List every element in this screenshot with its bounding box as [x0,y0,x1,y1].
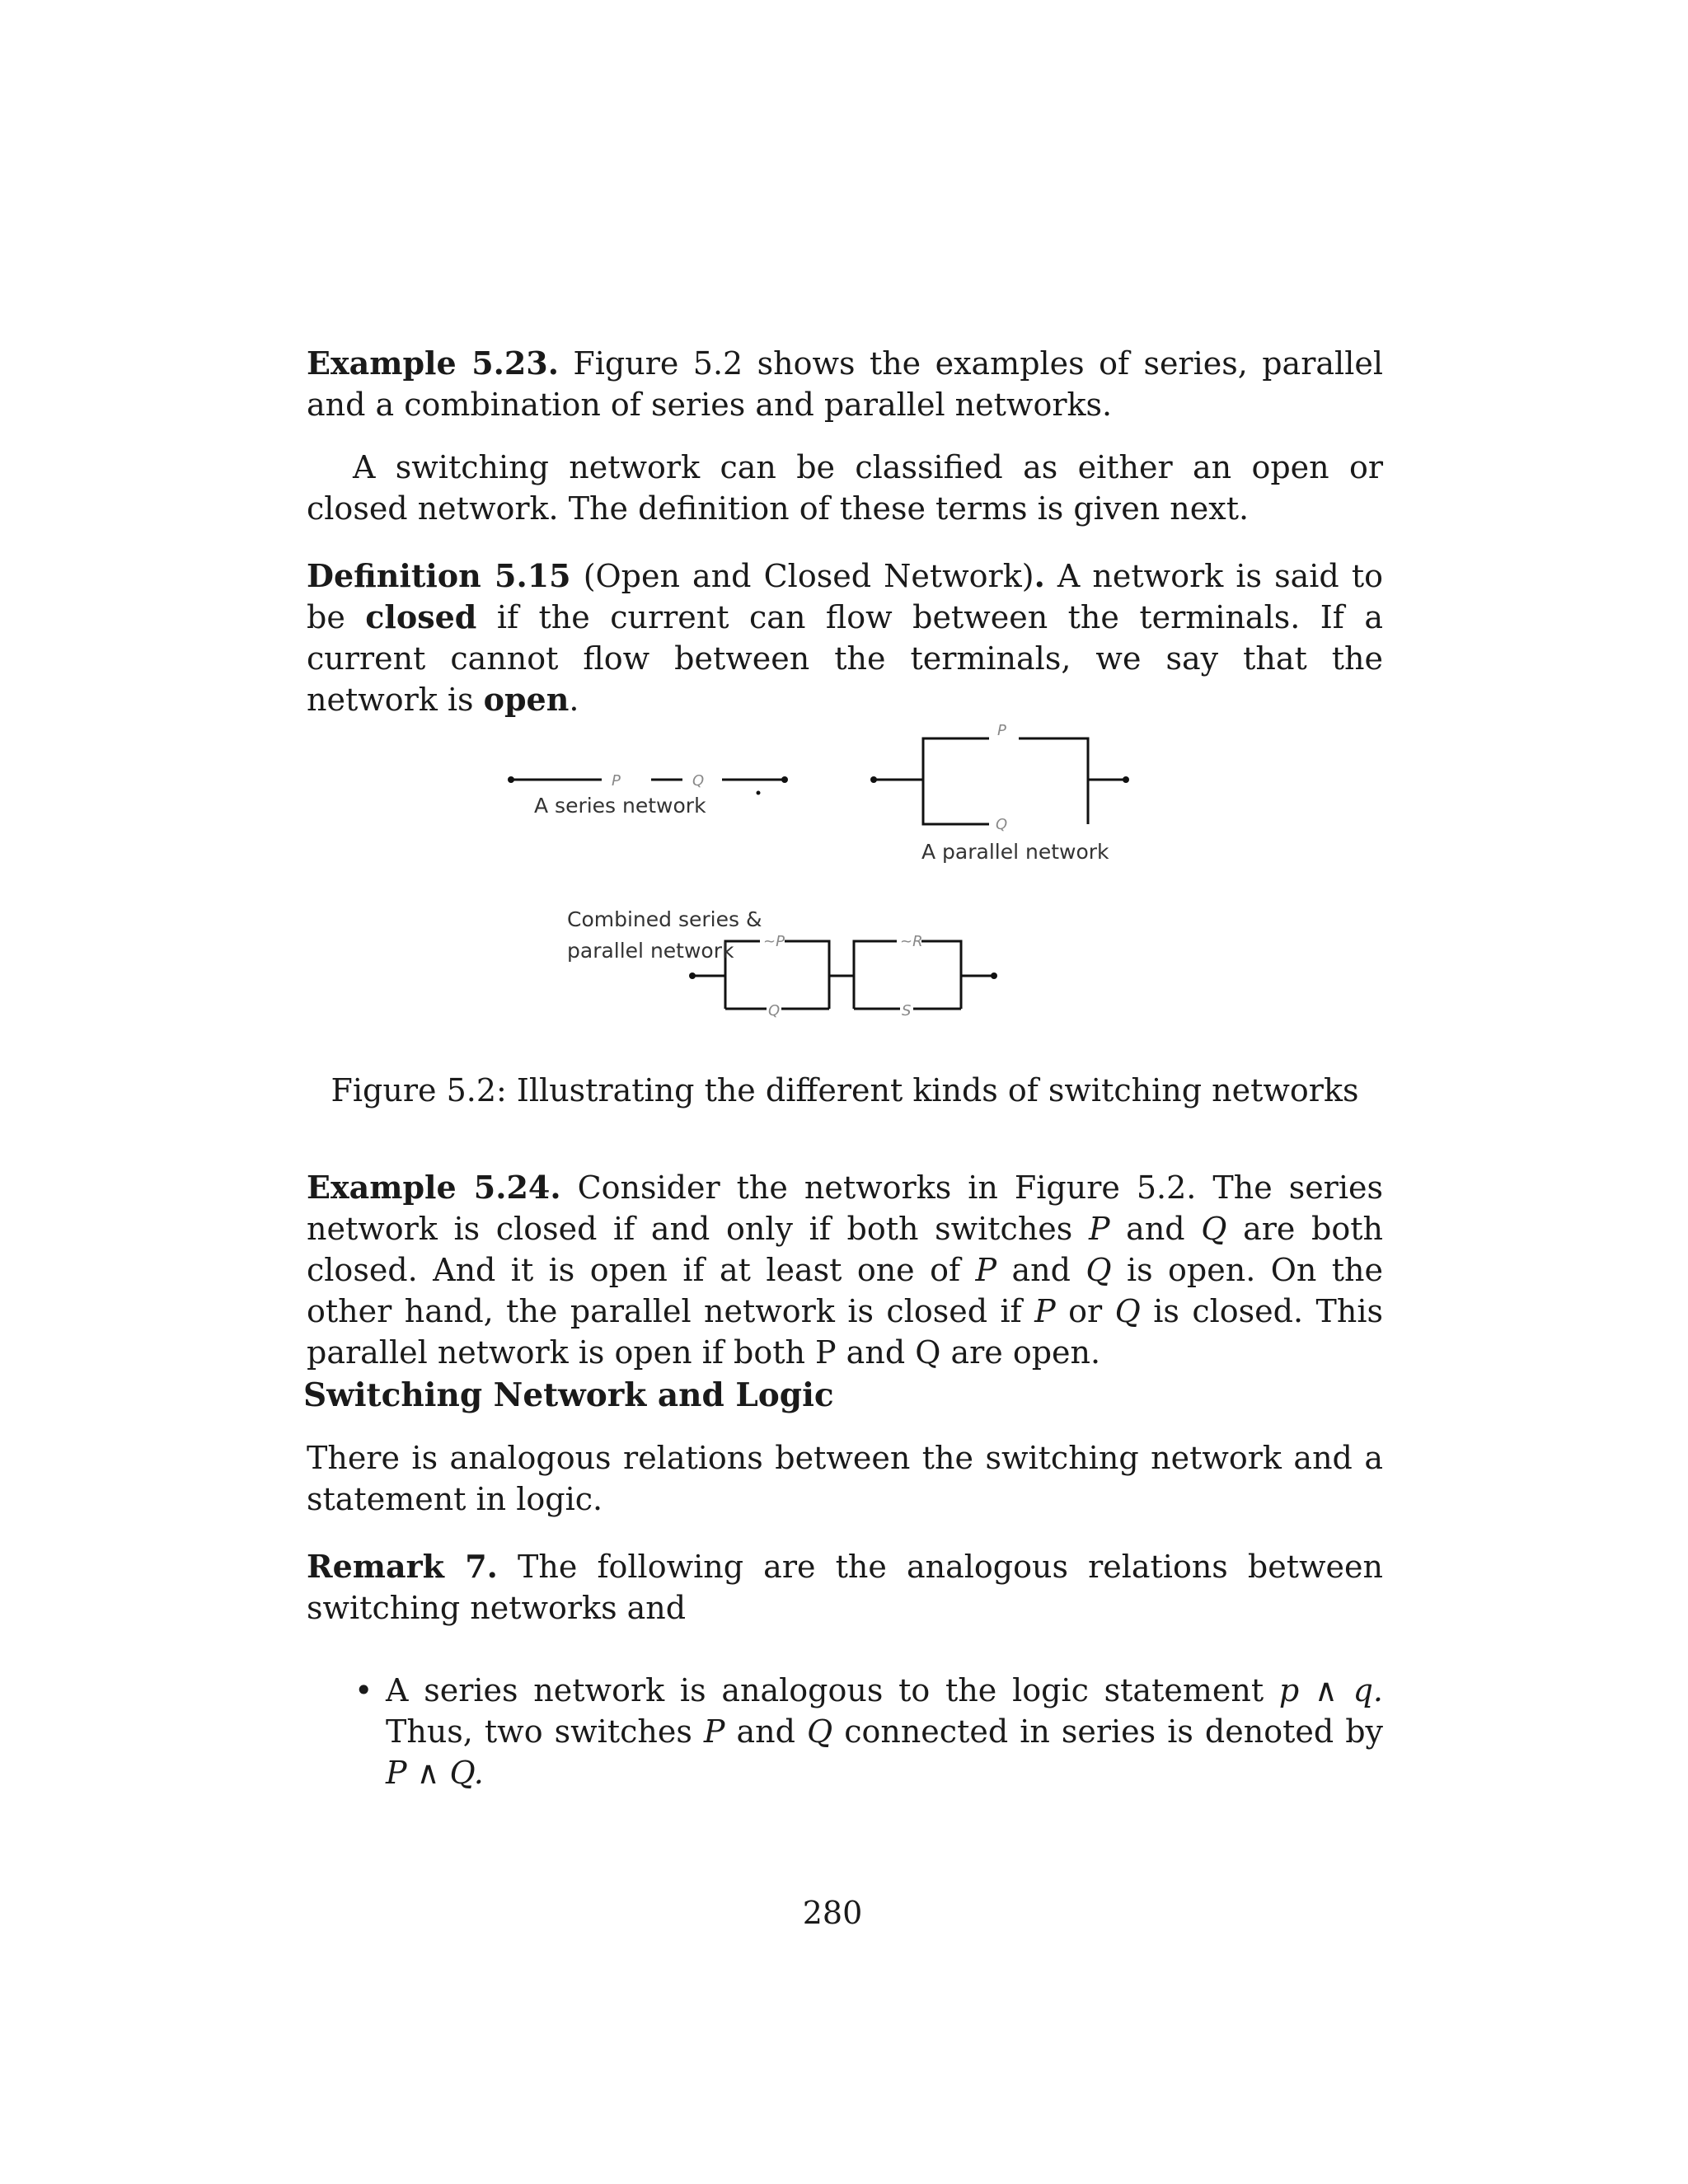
var-q: Q [1201,1211,1227,1247]
definition-text-1: A network is said to be [307,558,1383,635]
bullet-text-3: and [724,1713,807,1750]
bullet-dot: • [354,1672,373,1708]
parallel-switch-q: Q [996,816,1008,833]
switching-networks-figure [495,717,1170,1030]
var-q: Q [1114,1293,1141,1329]
definition-5-15-paragraph [307,555,1383,720]
parallel-terminal-left [870,776,877,783]
series-terminal-right [781,776,788,783]
combined-terminal-left [689,972,696,979]
definition-period: . [1034,557,1045,594]
bullet-text-2: Thus, two switches [386,1713,704,1750]
example-5-24-label: Example 5.24. [307,1169,561,1206]
parallel-top-branch-right [1019,738,1088,824]
intro-paragraph: A switching network can be classified as either an open or closed network. The definition of these terms is given next. [307,449,1383,527]
combined-network-label-line2: parallel network [567,939,734,963]
definition-label: Definition 5.15 [307,557,571,594]
definition-text-2: if the current can flow between the terminals. If a current cannot flow between the terminals, we say that the network is [307,599,1383,718]
var-p: P [1034,1293,1056,1329]
series-switch-p: P [612,772,621,790]
definition-title: (Open and Closed Network) [570,558,1034,594]
var-q: Q [807,1713,833,1750]
var-p: P [703,1713,725,1750]
example-5-24-paragraph [307,1167,1383,1373]
remark-7-text: The following are the analogous relations between switching networks and [307,1549,1383,1626]
closed-term: closed [365,598,477,635]
bullet-text-4: connected in series is denoted by [832,1713,1383,1750]
var-q: Q [1085,1252,1112,1288]
logic-expression-PQ: P ∧ Q. [386,1755,484,1791]
example-5-23-label: Example 5.23. [307,344,559,382]
definition-text-3: . [569,682,579,718]
combined-network-label-line1: Combined series & [567,907,762,931]
parallel-bottom-branch [923,821,989,824]
bullet-item [307,1670,1383,1793]
page-number: 280 [802,1895,863,1931]
parallel-network-label: A parallel network [921,840,1109,864]
combined-terminal-right [991,972,997,979]
example-5-24-text-6: or [1055,1293,1115,1329]
stray-dot [757,791,761,795]
example-5-23-paragraph [307,343,1383,425]
open-term: open [483,681,570,718]
example-5-24-text-5: is open. On the other hand, the parallel network is closed if [307,1252,1383,1329]
var-p: P [1088,1211,1110,1247]
combined-switch-np: ~P [763,933,785,950]
series-switch-q: Q [692,772,705,790]
series-terminal-left [508,776,514,783]
parallel-terminal-right [1123,776,1129,783]
figure-caption: Figure 5.2: Illustrating the different kinds of switching networks [331,1072,1359,1108]
parallel-switch-p: P [997,722,1006,739]
combined-block2-top-left [854,941,897,1009]
example-5-24-text-2: and [1109,1211,1202,1247]
remark-7-label: Remark 7. [307,1548,498,1585]
example-5-24-text-4: and [996,1252,1086,1288]
series-network-label: A series network [534,794,706,818]
example-5-24-text-3: are both closed. And it is open if at least one of [307,1211,1383,1288]
bullet-text-1: A series network is analogous to the logic statement [386,1672,1279,1708]
combined-block1-top-right [785,941,829,1009]
section-paragraph: There is analogous relations between the switching network and a statement in logic. [307,1440,1383,1517]
example-5-23-text: Figure 5.2 shows the examples of series, parallel and a combination of series and parallel networks. [307,345,1383,423]
bullet-text [386,1670,1383,1793]
example-5-24-text-7: is closed. This parallel network is open if both P and Q are open. [307,1293,1383,1371]
section-heading: Switching Network and Logic [303,1376,834,1414]
logic-expression-pq: p ∧ q. [1278,1672,1383,1708]
remark-7-paragraph [307,1546,1383,1629]
combined-block2-top-right [921,941,961,1009]
var-p: P [975,1252,997,1288]
example-5-24-text-1: Consider the networks in Figure 5.2. The series network is closed if and only if both switches [307,1169,1383,1247]
combined-switch-s: S [902,1002,912,1019]
combined-switch-q: Q [768,1002,781,1019]
parallel-top-branch [923,738,989,824]
combined-switch-nr: ~R [900,933,923,950]
